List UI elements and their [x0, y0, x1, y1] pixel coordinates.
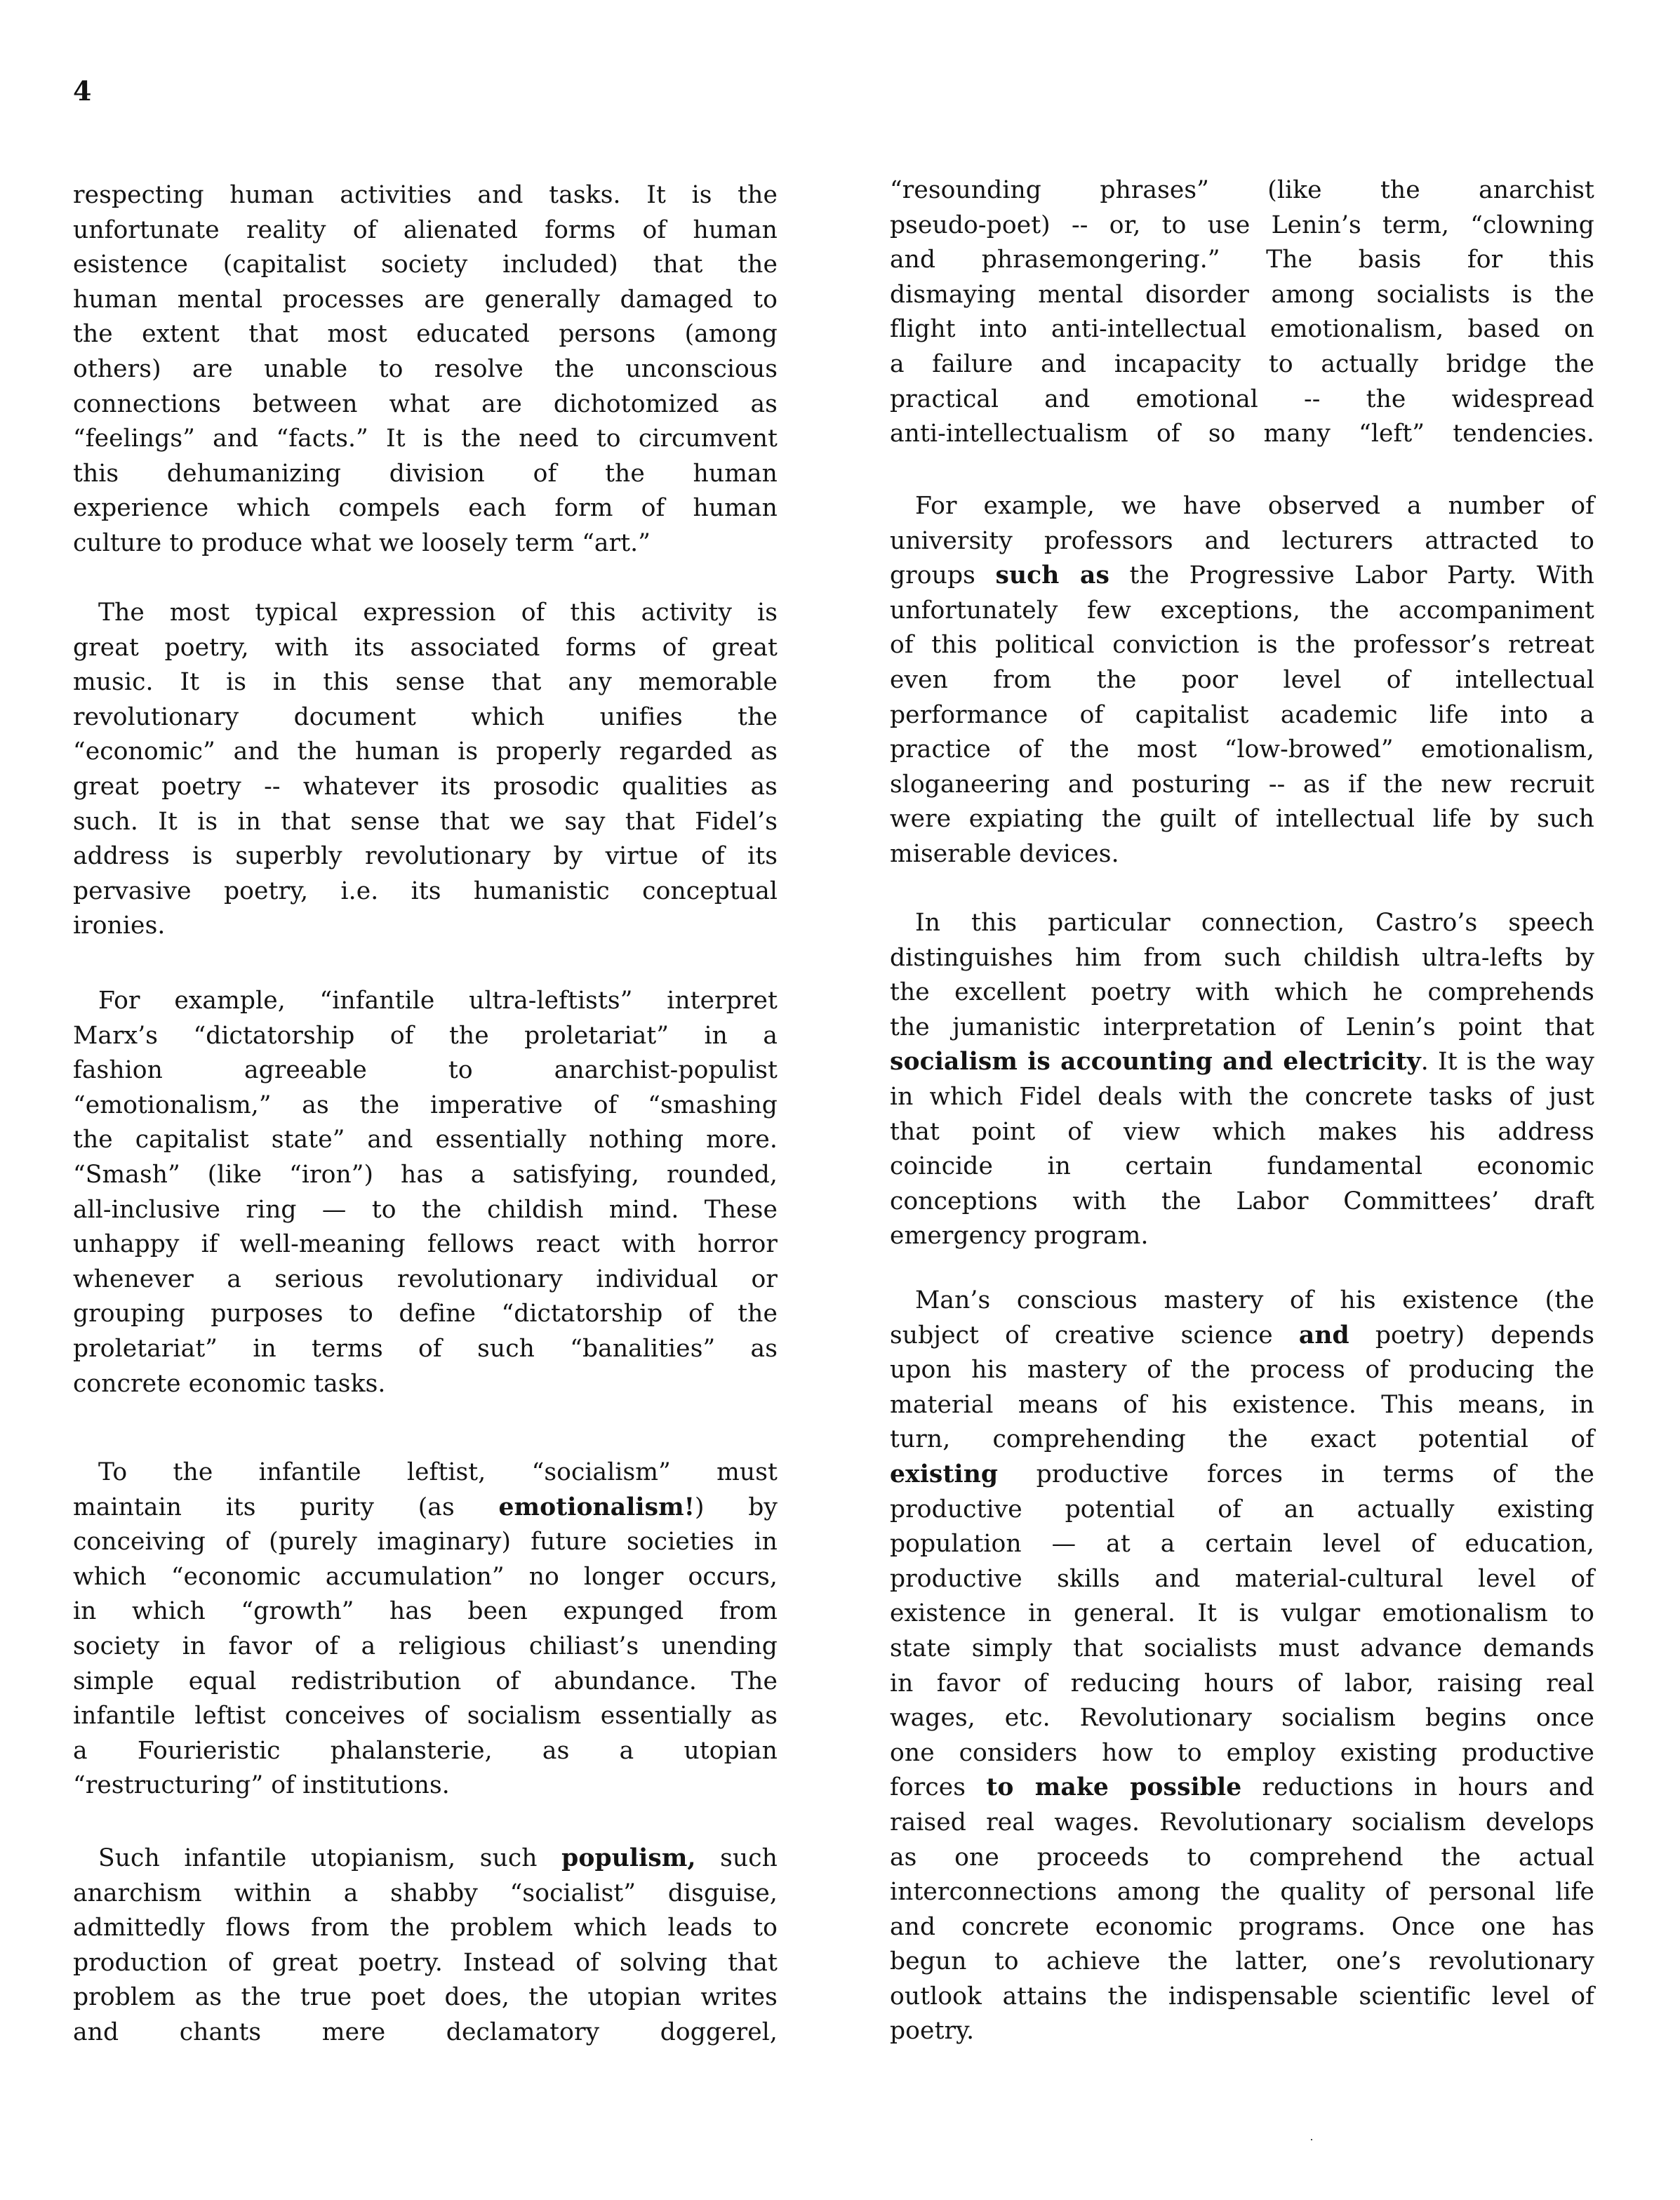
- text-line: admittedly flows from the problem which leads to: [73, 1914, 778, 1942]
- text-line: others) are unable to resolve the unconscious: [73, 354, 778, 383]
- paragraph: [73, 596, 778, 944]
- text-line: one considers how to employ existing productive: [890, 1738, 1594, 1767]
- text-line: proletariat” in terms of such “banalities” as: [73, 1334, 778, 1363]
- bold-emphasis: existing: [890, 1460, 999, 1488]
- text-line: Man’s conscious mastery of his existence (the: [915, 1286, 1594, 1314]
- text-line: production of great poetry. Instead of solving that: [73, 1948, 778, 1977]
- paragraph: [890, 906, 1594, 1254]
- text-line: existing productive forces in terms of the: [890, 1460, 1594, 1488]
- text-line: emergency program.: [890, 1222, 1149, 1251]
- text-line: anarchism within a shabby “socialist” disguise,: [73, 1879, 778, 1907]
- text-line: In this particular connection, Castro’s speech: [915, 909, 1594, 937]
- text-line: socialism is accounting and electricity. It is the way: [890, 1048, 1594, 1076]
- paragraph: [890, 489, 1594, 872]
- text-line: wages, etc. Revolutionary socialism begins once: [890, 1704, 1594, 1733]
- text-line: material means of his existence. This means, in: [890, 1390, 1594, 1419]
- text-line: in which “growth” has been expunged from: [73, 1597, 778, 1626]
- bold-emphasis: to make possible: [986, 1773, 1242, 1802]
- text-line: even from the poor level of intellectual: [890, 665, 1594, 694]
- text-line: state simply that socialists must advance demands: [890, 1634, 1594, 1662]
- text-line: ironies.: [73, 912, 166, 940]
- text-line: unhappy if well-meaning fellows react with horror: [73, 1230, 778, 1259]
- text-line: Such infantile utopianism, such populism, such: [98, 1844, 778, 1872]
- bold-emphasis: populism,: [561, 1844, 696, 1872]
- text-line: To the infantile leftist, “socialism” must: [98, 1458, 778, 1486]
- text-line: Marx’s “dictatorship of the proletariat” in a: [73, 1021, 778, 1050]
- text-line: anti-intellectualism of so many “left” tendencies.: [890, 420, 1594, 448]
- text-line: and phrasemongering.” The basis for this: [890, 246, 1594, 274]
- text-line: groups such as the Progressive Labor Party. With: [890, 561, 1594, 590]
- text-line: population — at a certain level of education,: [890, 1530, 1594, 1559]
- text-line: and concrete economic programs. Once one has: [890, 1912, 1594, 1941]
- text-line: miserable devices.: [890, 839, 1119, 868]
- text-line: forces to make possible reductions in hours and: [890, 1773, 1594, 1802]
- text-line: conceptions with the Labor Committees’ draft: [890, 1187, 1594, 1215]
- paragraph: [73, 984, 778, 1401]
- text-line: this dehumanizing division of the human: [73, 459, 778, 488]
- bold-emphasis: socialism is accounting and electricity: [890, 1048, 1421, 1076]
- text-line: university professors and lecturers attracted to: [890, 526, 1594, 555]
- text-line: such. It is in that sense that we say that Fidel’s: [73, 807, 778, 836]
- text-line: productive skills and material-cultural level of: [890, 1564, 1594, 1593]
- text-line: dismaying mental disorder among socialists is the: [890, 280, 1594, 309]
- text-line: “emotionalism,” as the imperative of “smashing: [73, 1091, 778, 1119]
- text-line: great poetry -- whatever its prosodic qualities as: [73, 772, 778, 801]
- text-line: The most typical expression of this activity is: [98, 599, 778, 627]
- text-line: turn, comprehending the exact potential of: [890, 1425, 1594, 1454]
- text-line: pervasive poetry, i.e. its humanistic conceptual: [73, 876, 778, 905]
- text-line: of this political conviction is the professor’s retreat: [890, 631, 1594, 660]
- text-line: poetry.: [890, 2017, 975, 2046]
- text-line: fashion agreeable to anarchist-populist: [73, 1056, 778, 1085]
- bold-emphasis: emotionalism!: [498, 1493, 695, 1521]
- text-line: the extent that most educated persons (among: [73, 320, 778, 349]
- text-line: For example, “infantile ultra-leftists” interpret: [98, 987, 778, 1015]
- text-line: conceiving of (purely imaginary) future societies in: [73, 1528, 778, 1556]
- text-line: pseudo-poet) -- or, to use Lenin’s term, “clowning: [890, 211, 1594, 239]
- text-line: concrete economic tasks.: [73, 1369, 386, 1398]
- text-line: great poetry, with its associated forms of great: [73, 633, 778, 662]
- text-line: address is superbly revolutionary by virtue of its: [73, 842, 778, 871]
- text-line: in favor of reducing hours of labor, raising real: [890, 1669, 1594, 1698]
- text-line: sloganeering and posturing -- as if the new recruit: [890, 770, 1594, 799]
- text-line: interconnections among the quality of personal life: [890, 1878, 1594, 1907]
- text-line: “resounding phrases” (like the anarchist: [890, 176, 1594, 204]
- text-line: subject of creative science and poetry) depends: [890, 1321, 1595, 1349]
- text-line: problem as the true poet does, the utopian writes: [73, 1983, 778, 2012]
- text-line: that point of view which makes his address: [890, 1117, 1594, 1146]
- paragraph: [73, 178, 778, 561]
- text-line: “feelings” and “facts.” It is the need to circumvent: [73, 425, 778, 453]
- text-line: practical and emotional -- the widespread: [890, 385, 1594, 413]
- text-line: upon his mastery of the process of producing the: [890, 1356, 1594, 1385]
- text-line: productive potential of an actually existing: [890, 1495, 1594, 1524]
- text-line: culture to produce what we loosely term “art.”: [73, 528, 651, 557]
- text-line: esistence (capitalist society included) that the: [73, 251, 778, 279]
- text-line: and chants mere declamatory doggerel,: [73, 2018, 778, 2046]
- text-line: infantile leftist conceives of socialism essentially as: [73, 1702, 778, 1731]
- paragraph: [73, 1841, 778, 2051]
- text-line: coincide in certain fundamental economic: [890, 1152, 1594, 1181]
- text-line: raised real wages. Revolutionary socialism develops: [890, 1808, 1594, 1836]
- text-line: society in favor of a religious chiliast’s unending: [73, 1632, 778, 1660]
- text-line: experience which compels each form of human: [73, 494, 778, 523]
- text-line: grouping purposes to define “dictatorship of the: [73, 1300, 778, 1328]
- bold-emphasis: such as: [995, 561, 1109, 590]
- text-line: the capitalist state” and essentially nothing more.: [73, 1126, 778, 1154]
- scan-speck: [1311, 2139, 1312, 2140]
- text-line: music. It is in this sense that any memorable: [73, 668, 778, 697]
- text-line: “Smash” (like “iron”) has a satisfying, rounded,: [73, 1160, 778, 1189]
- text-line: maintain its purity (as emotionalism!) by: [73, 1493, 778, 1521]
- text-line: respecting human activities and tasks. It is the: [73, 181, 778, 209]
- text-line: existence in general. It is vulgar emotionalism to: [890, 1599, 1594, 1628]
- paragraph: [890, 173, 1594, 452]
- text-line: the excellent poetry with which he comprehends: [890, 978, 1594, 1007]
- paragraph: [73, 1455, 778, 1804]
- text-line: flight into anti-intellectual emotionalism, based on: [890, 315, 1594, 344]
- text-line: in which Fidel deals with the concrete tasks of just: [890, 1082, 1594, 1111]
- text-line: all-inclusive ring — to the childish mind. These: [73, 1195, 778, 1224]
- text-line: a Fourieristic phalansterie, as a utopian: [73, 1736, 778, 1765]
- text-line: a failure and incapacity to actually bridge the: [890, 349, 1594, 378]
- text-line: unfortunately few exceptions, the accompaniment: [890, 596, 1594, 625]
- text-line: begun to achieve the latter, one’s revolutionary: [890, 1947, 1594, 1976]
- paragraph: [890, 1284, 1594, 2049]
- text-line: the jumanistic interpretation of Lenin’s point that: [890, 1013, 1594, 1041]
- text-line: distinguishes him from such childish ultra-lefts by: [890, 943, 1594, 972]
- text-line: “economic” and the human is properly regarded as: [73, 738, 778, 766]
- text-line: performance of capitalist academic life into a: [890, 700, 1594, 729]
- text-line: human mental processes are generally damaged to: [73, 285, 778, 314]
- text-line: were expiating the guilt of intellectual life by such: [890, 805, 1594, 834]
- text-line: as one proceeds to comprehend the actual: [890, 1843, 1594, 1872]
- text-line: which “economic accumulation” no longer occurs,: [73, 1562, 778, 1591]
- bold-emphasis: and: [1298, 1321, 1349, 1349]
- text-line: “restructuring” of institutions.: [73, 1771, 450, 1800]
- text-line: connections between what are dichotomized as: [73, 389, 778, 418]
- page-number: 4: [73, 75, 92, 107]
- text-line: whenever a serious revolutionary individual or: [73, 1265, 778, 1293]
- text-line: revolutionary document which unifies the: [73, 702, 778, 731]
- text-line: simple equal redistribution of abundance. The: [73, 1667, 778, 1695]
- text-line: For example, we have observed a number of: [915, 492, 1594, 520]
- text-line: unfortunate reality of alienated forms of human: [73, 215, 778, 244]
- text-line: practice of the most “low-browed” emotionalism,: [890, 735, 1594, 764]
- text-line: outlook attains the indispensable scientific level of: [890, 1982, 1594, 2011]
